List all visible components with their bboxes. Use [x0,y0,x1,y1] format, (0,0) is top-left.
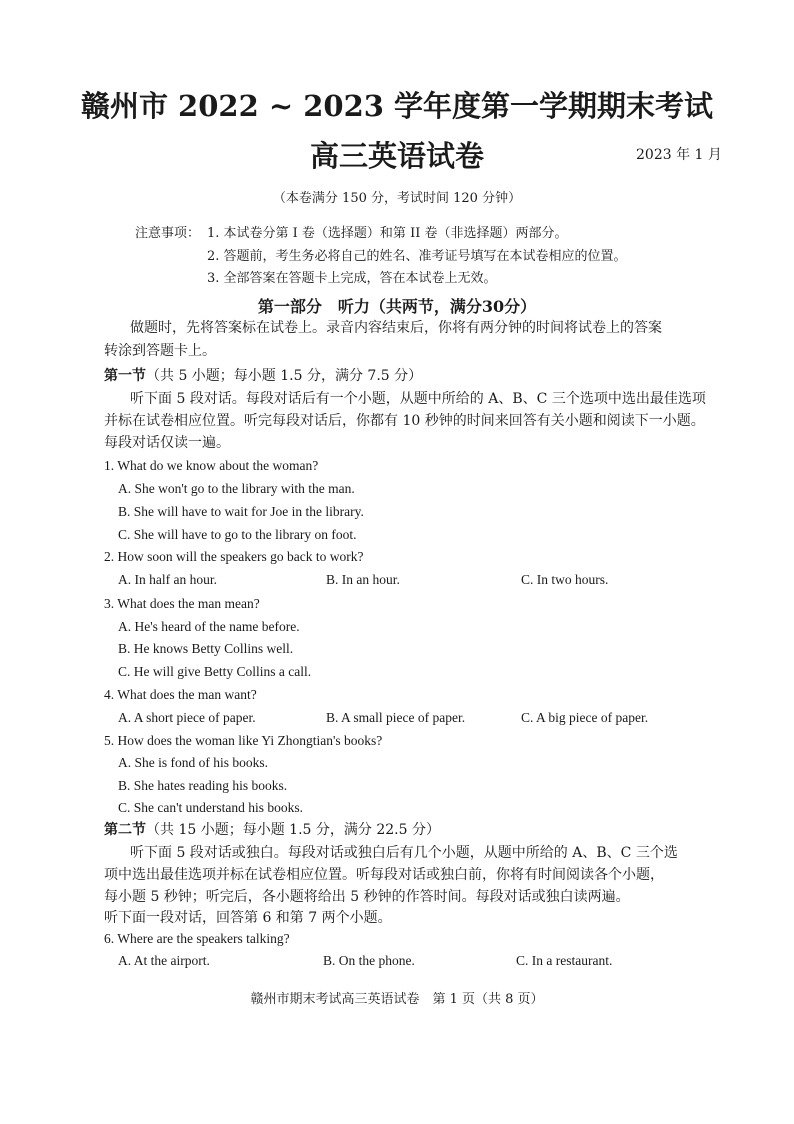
question-stem: 3. What does the man mean? [104,596,260,611]
exam-title: 赣州市 2022 ~ 2023 学年度第一学期期末考试 [80,89,714,123]
part1-intro: 转涂到答题卡上。 [104,343,216,359]
section1-instructions: 听下面 5 段对话。每段对话后有一个小题，从题中所给的 A、B、C 三个选项中选出最佳选项 [130,391,706,407]
question-option: B. She will have to wait for Joe in the library. [118,504,364,519]
listen-intro: 听下面一段对话，回答第 6 和第 7 两个小题。 [104,910,392,926]
question-option: A. He's heard of the name before. [118,619,300,634]
question-option: C. She can't understand his books. [118,800,304,815]
part1-title: 第一部分 听力（共两节，满分30分） [257,297,537,316]
question-option: A. In half an hour. [118,572,217,587]
page-footer: 赣州市期末考试高三英语试卷 第 1 页（共 8 页） [250,992,544,1007]
question-stem: 6. Where are the speakers talking? [104,931,290,946]
question-option: C. A big piece of paper. [521,710,649,725]
exam-subtitle: 高三英语试卷 [309,139,484,173]
question-stem: 4. What does the man want? [104,687,257,702]
question-option: C. She will have to go to the library on foot. [118,527,357,542]
question-stem: 1. What do we know about the woman? [104,458,319,473]
question-option: A. She is fond of his books. [118,755,269,770]
section2-instructions: 每小题 5 秒钟；听完后，各小题将给出 5 秒钟的作答时间。每段对话或独白读两遍。 [104,889,630,905]
score-info: （本卷满分 150 分，考试时间 120 分钟） [272,191,522,206]
question-option: A. A short piece of paper. [118,710,256,725]
notice-item: 1. 本试卷分第 I 卷（选择题）和第 II 卷（非选择题）两部分。 [207,226,568,241]
question-option: B. On the phone. [323,953,415,968]
section2-label: 第二节 [104,822,146,838]
question-option: A. At the airport. [118,953,210,968]
notice-label: 注意事项： [135,226,201,241]
question-option: B. A small piece of paper. [326,710,466,725]
section1-detail: （共 5 小题；每小题 1.5 分，满分 7.5 分） [146,368,423,384]
section1-heading [104,366,422,387]
section2-heading [104,820,440,841]
notice-item: 2. 答题前，考生务必将自己的姓名、准考证号填写在本试卷相应的位置。 [207,249,627,264]
question-option: A. She won't go to the library with the man. [118,481,355,496]
section2-detail: （共 15 小题；每小题 1.5 分，满分 22.5 分） [146,822,440,838]
question-option: B. She hates reading his books. [118,778,288,793]
exam-date: 2023 年 1 月 [636,147,722,163]
question-option: B. In an hour. [326,572,400,587]
section1-label: 第一节 [104,368,146,384]
question-option: C. He will give Betty Collins a call. [118,664,312,679]
part1-intro: 做题时，先将答案标在试卷上。录音内容结束后，你将有两分钟的时间将试卷上的答案 [130,320,662,336]
notice-item: 3. 全部答案在答题卡上完成，答在本试卷上无效。 [207,271,497,286]
question-option: B. He knows Betty Collins well. [118,641,294,656]
question-option: C. In two hours. [521,572,609,587]
question-option: C. In a restaurant. [516,953,613,968]
section2-instructions: 听下面 5 段对话或独白。每段对话或独白后有几个小题，从题中所给的 A、B、C 三个选 [130,845,678,861]
section1-instructions: 并标在试卷相应位置。听完每段对话后，你都有 10 秒钟的时间来回答有关小题和阅读下一小题。 [104,413,705,429]
question-stem: 2. How soon will the speakers go back to work? [104,549,364,564]
section2-instructions: 项中选出最佳选项并标在试卷相应位置。听每段对话或独白前，你将有时间阅读各个小题， [104,867,664,883]
section1-instructions: 每段对话仅读一遍。 [104,435,230,451]
question-stem: 5. How does the woman like Yi Zhongtian's books? [104,733,383,748]
